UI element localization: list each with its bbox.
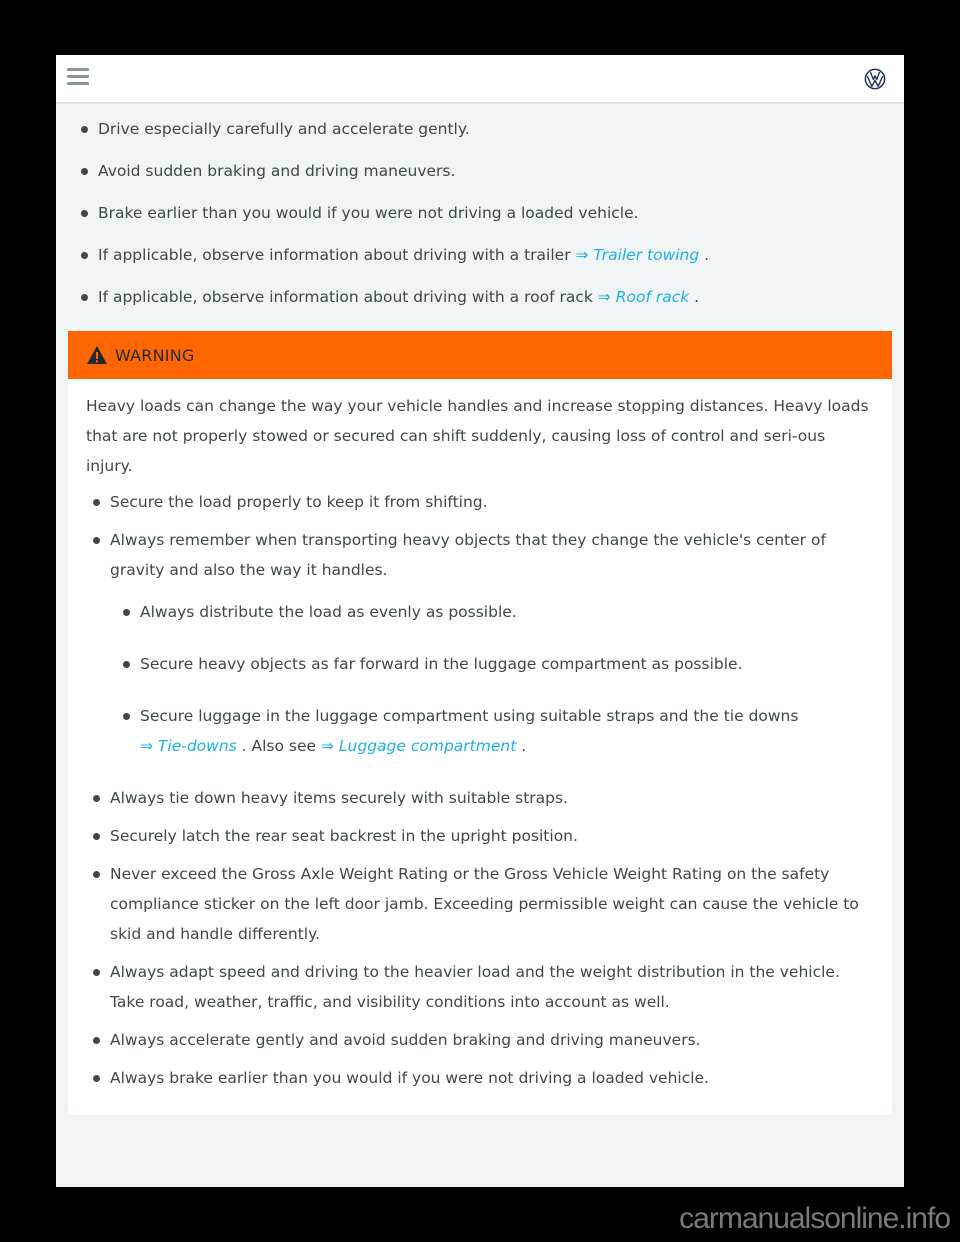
hamburger-menu-icon[interactable] [67, 68, 89, 88]
list-item: Secure the load properly to keep it from shifting. [92, 487, 874, 517]
list-item: Securely latch the rear seat backrest in the upright position. [92, 821, 874, 851]
list-item: Always tie down heavy items securely with suitable straps. [92, 783, 874, 813]
list-item: Always adapt speed and driving to the heavier load and the weight distribution in the vehicle. Take road, weather, traffic, and visibility conditions into account as well. [92, 957, 874, 1017]
list-item: Always distribute the load as evenly as possible. [122, 597, 874, 627]
content-area [56, 104, 904, 312]
list-item: If applicable, observe information about driving with a roof rack ⇒ Roof rack . [80, 282, 904, 312]
warning-intro: Heavy loads can change the way your vehicle handles and increase stopping distances. Heavy loads that are not properly stowed or secured can shift suddenly, causing loss of control and seri-ous injury. [86, 397, 869, 475]
list-item: Never exceed the Gross Axle Weight Rating or the Gross Vehicle Weight Rating on the safety compliance sticker on the left door jamb. Exceeding permissible weight can cause the vehicle to skid and handle differently. [92, 859, 874, 949]
list-item: Avoid sudden braking and driving maneuvers. [80, 156, 904, 186]
list-item: Brake earlier than you would if you were not driving a loaded vehicle. [80, 198, 904, 228]
warning-header [68, 331, 892, 379]
vw-logo-icon[interactable] [864, 68, 886, 90]
warning-list [86, 487, 874, 1093]
tie-downs-link[interactable]: ⇒ Tie-downs [140, 737, 237, 755]
warning-box [68, 331, 892, 1115]
list-item: Always accelerate gently and avoid sudden braking and driving maneuvers. [92, 1025, 874, 1055]
intro-list [56, 114, 904, 312]
top-bar [56, 55, 904, 104]
list-item: Secure luggage in the luggage compartment using suitable straps and the tie downs ⇒ Tie-downs . Also see ⇒ Luggage compartment . [122, 701, 874, 761]
list-item: If applicable, observe information about driving with a trailer ⇒ Trailer towing . [80, 240, 904, 270]
luggage-compartment-link[interactable]: ⇒ Luggage compartment [321, 737, 517, 755]
warning-body [68, 379, 892, 1115]
warning-sublist [110, 597, 874, 761]
list-item: Drive especially carefully and accelerate gently. [80, 114, 904, 144]
warning-triangle-icon [86, 345, 108, 365]
list-item: Secure heavy objects as far forward in the luggage compartment as possible. [122, 649, 874, 679]
warning-title: WARNING [115, 345, 195, 365]
list-item: Always brake earlier than you would if you were not driving a loaded vehicle. [92, 1063, 874, 1093]
manual-page [56, 55, 904, 1187]
trailer-towing-link[interactable]: ⇒ Trailer towing [575, 246, 700, 264]
watermark: carmanualsonline.info [679, 1202, 950, 1235]
roof-rack-link[interactable]: ⇒ Roof rack [597, 288, 690, 306]
list-item: Always remember when transporting heavy objects that they change the vehicle's center of gravity and also the way it handles. Always distribute the load as evenly as possible. Secure heavy objects as far forward in the luggage compartment as possible. Secure luggage in the luggage compartment using suitable straps and the tie downs ⇒ Tie-downs . Also see ⇒ Luggage compartment . [92, 525, 874, 761]
